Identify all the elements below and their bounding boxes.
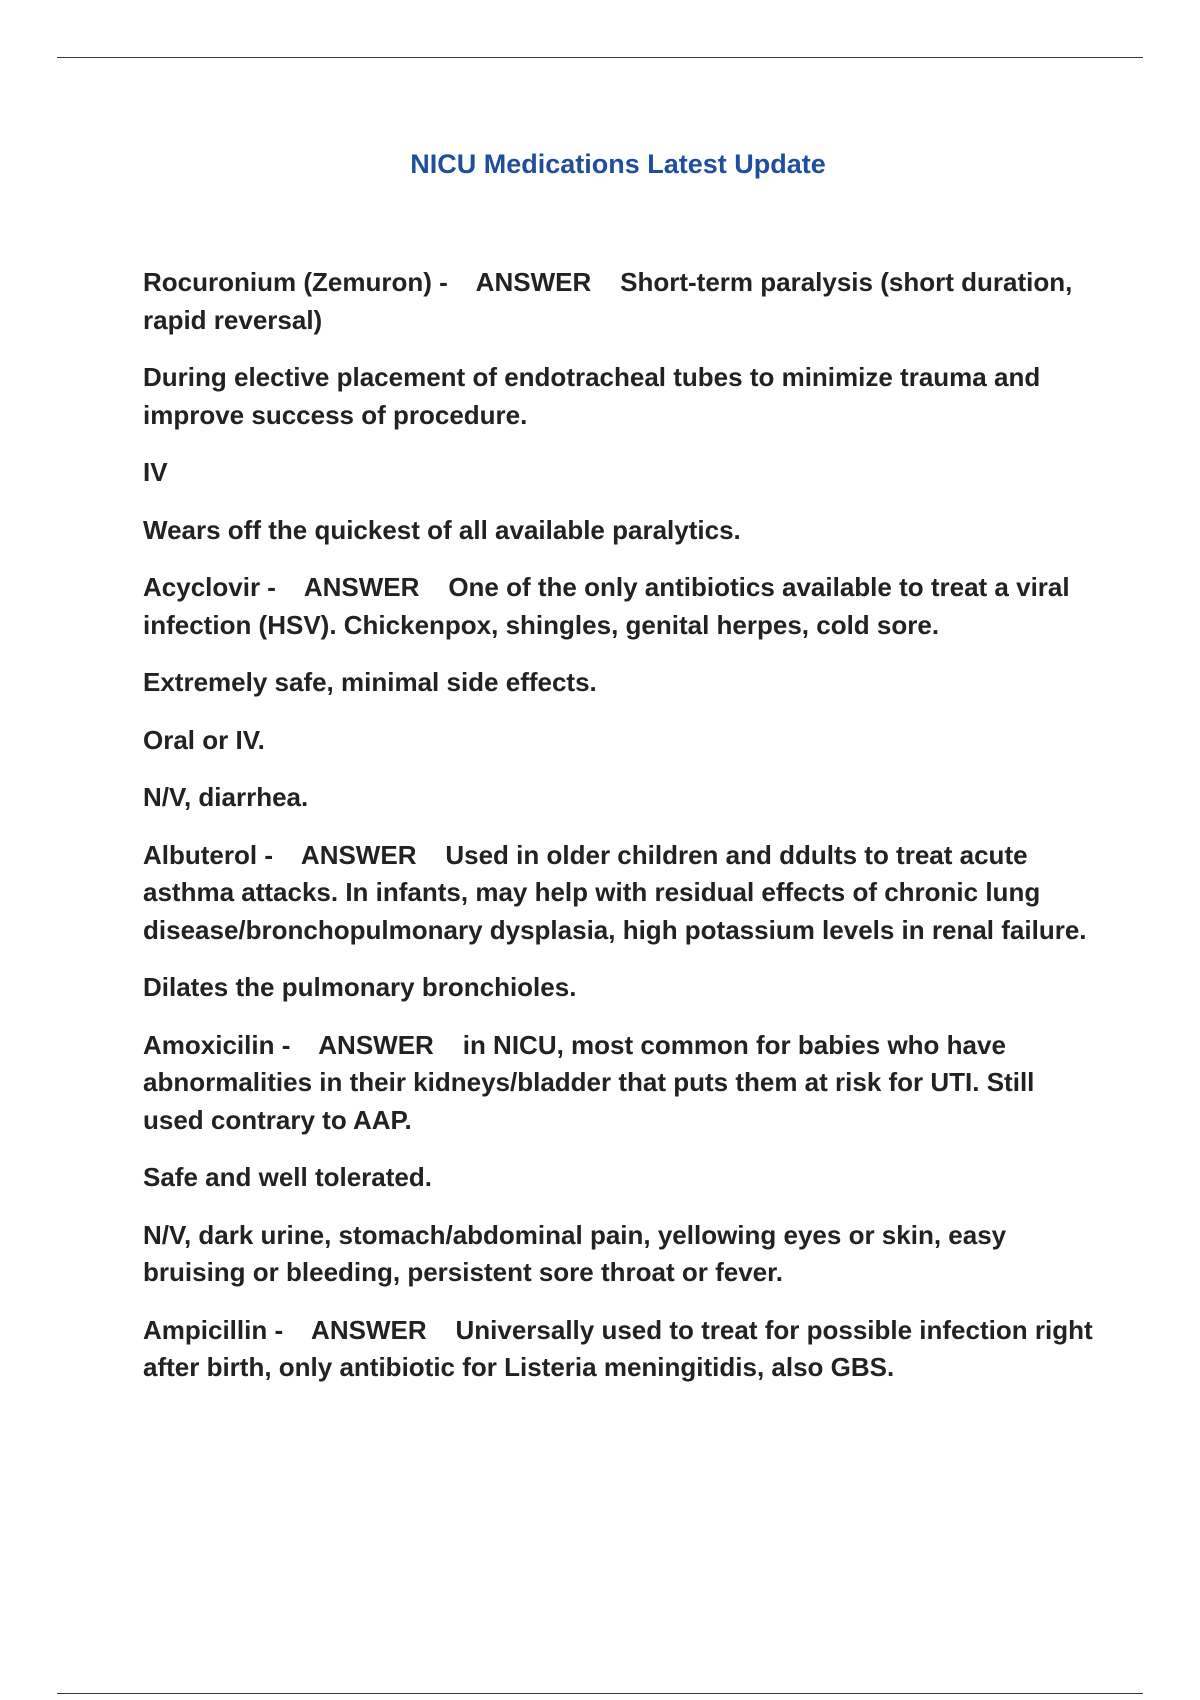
paragraph-albuterol-action: Dilates the pulmonary bronchioles.: [143, 972, 577, 1002]
paragraph-acyclovir: Acyclovir - ANSWER One of the only antibiotics available to treat a viral infection (HSV). Chickenpox, shingles, genital herpes, cold sore.: [143, 572, 1077, 640]
document-title: NICU Medications Latest Update: [410, 149, 826, 179]
paragraph-ampicillin: Ampicillin - ANSWER Universally used to treat for possible infection right after birth, only antibiotic for Listeria meningitidis, also GBS.: [143, 1314, 1100, 1382]
footer-rule: [57, 1693, 1143, 1694]
header-rule: [57, 57, 1143, 58]
paragraph-amoxicilin: Amoxicilin - ANSWER in NICU, most common for babies who have abnormalities in their kidneys/bladder that puts them at risk for UTI. Still used contrary to AAP.: [143, 1029, 1042, 1135]
paragraph-rocuronium-use: During elective placement of endotracheal tubes to minimize trauma and improve success of procedure.: [143, 362, 1041, 430]
paragraph-acyclovir-safety: Extremely safe, minimal side effects.: [143, 667, 597, 697]
paragraph-rocuronium: Rocuronium (Zemuron) - ANSWER Short-term paralysis (short duration, rapid reversal): [143, 267, 1080, 335]
paragraph-albuterol: Albuterol - ANSWER Used in older children and ddults to treat acute asthma attacks. In infants, may help with residual effects of chronic lung disease/bronchopulmonary dysplasia, high potassium levels in renal failure.: [143, 839, 1087, 945]
paragraph-amoxicilin-side-effects: N/V, dark urine, stomach/abdominal pain, yellowing eyes or skin, easy bruising or bleeding, persistent sore throat or fever.: [143, 1219, 1007, 1287]
paragraph-acyclovir-route: Oral or IV.: [143, 724, 265, 755]
document-body: [143, 264, 1098, 1407]
paragraph-acyclovir-side-effects: N/V, diarrhea.: [143, 782, 309, 812]
paragraph-amoxicilin-safety: Safe and well tolerated.: [143, 1162, 432, 1192]
paragraph-rocuronium-note: Wears off the quickest of all available paralytics.: [143, 514, 741, 545]
paragraph-rocuronium-route: IV: [143, 457, 168, 487]
